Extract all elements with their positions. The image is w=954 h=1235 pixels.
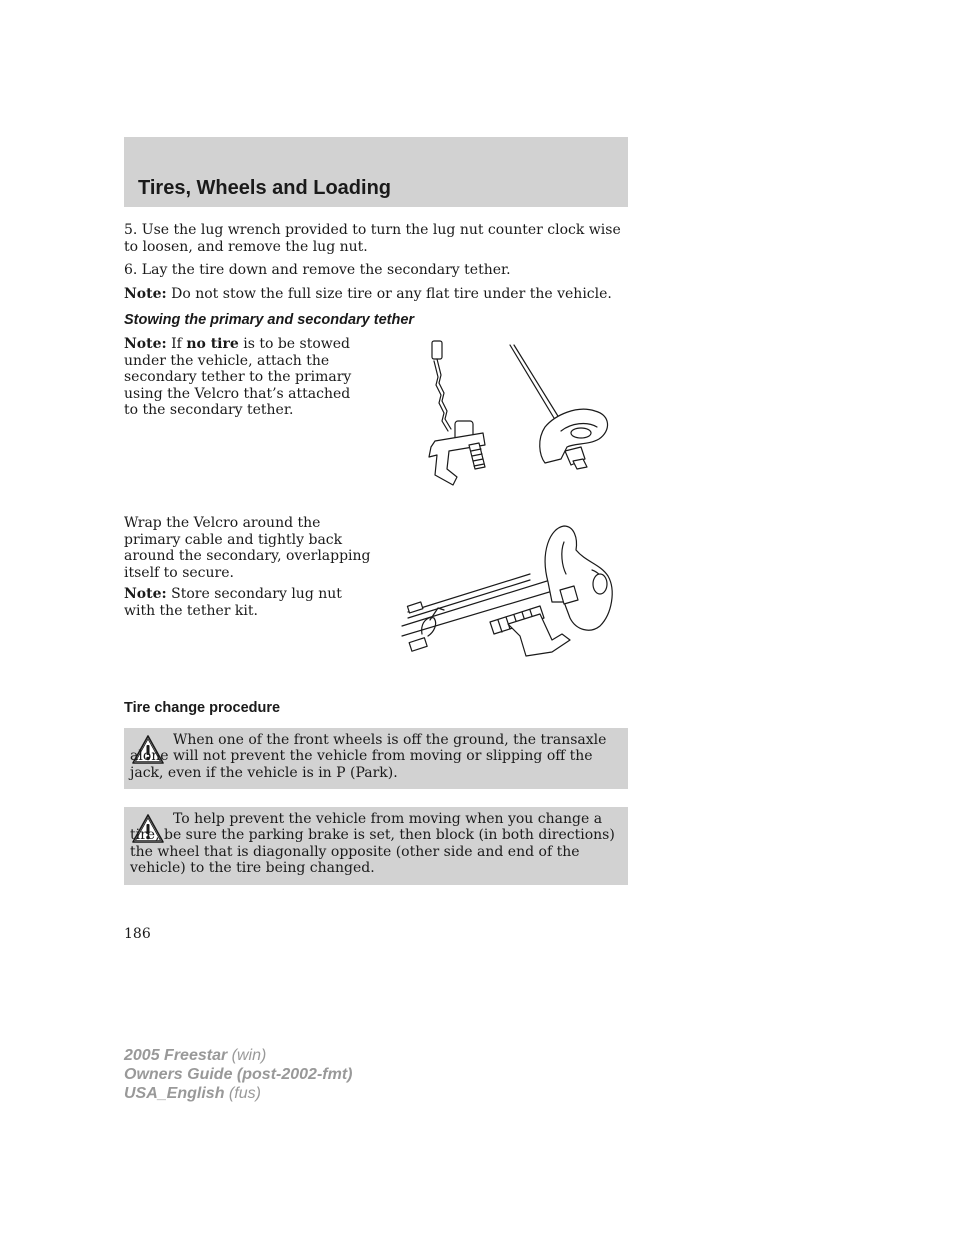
note-label: Note: xyxy=(124,586,167,602)
page-number: 186 xyxy=(124,926,151,942)
section-title: Tires, Wheels and Loading xyxy=(138,177,392,199)
wrap-velcro-text: Wrap the Velcro around the primary cable and tightly back around the secondary, overlapping itself to secure. xyxy=(124,515,371,581)
step-5: 5. Use the lug wrench provided to turn the lug nut counter clock wise to loosen, and remove the lug nut. xyxy=(124,222,621,255)
note-no-stow xyxy=(124,286,628,303)
footer-model-suffix: (win) xyxy=(227,1047,267,1064)
footer-guide-line xyxy=(124,1066,352,1084)
warning-box-parking-brake xyxy=(124,807,628,885)
footer-model-line xyxy=(124,1047,266,1065)
footer-language-suffix: (fus) xyxy=(224,1085,261,1102)
note-text: Store secondary lug nut with the tether kit. xyxy=(124,586,342,619)
stowing-subheading: Stowing the primary and secondary tether xyxy=(124,312,415,328)
note-label: Note: xyxy=(124,286,167,302)
tether-parts-illustration xyxy=(405,335,620,495)
warning-box-transaxle xyxy=(124,728,628,789)
note-text-post: is to be stowed under the vehicle, attach the secondary tether to the primary using the Velcro that’s attached to the secondary tether. xyxy=(124,336,352,418)
warning-text-transaxle: When one of the front wheels is off the ground, the transaxle alone will not prevent the vehicle from moving or slipping off the jack, even if the vehicle is in P (Park). xyxy=(130,732,607,781)
section-header xyxy=(124,137,628,207)
tire-change-heading: Tire change procedure xyxy=(124,700,281,716)
footer-language-line xyxy=(124,1085,261,1103)
tether-assembled-illustration xyxy=(400,522,620,667)
note-store-lug-nut xyxy=(124,586,374,619)
step-6: 6. Lay the tire down and remove the secondary tether. xyxy=(124,262,511,278)
no-tire-emphasis: no tire xyxy=(186,336,239,352)
note-no-tire xyxy=(124,336,364,419)
footer-model: 2005 Freestar xyxy=(124,1047,228,1064)
note-text-pre: If xyxy=(166,336,187,352)
footer-language: USA_English xyxy=(124,1085,225,1102)
note-text: Do not stow the full size tire or any flat tire under the vehicle. xyxy=(166,286,612,302)
footer-guide: Owners Guide (post-2002-fmt) xyxy=(124,1066,353,1083)
note-label: Note: xyxy=(124,336,167,352)
warning-text-parking-brake: To help prevent the vehicle from moving when you change a tire, be sure the parking brake is set, then block (in both directions) the wheel that is diagonally opposite (other side and end of the vehicle) to the tire being changed. xyxy=(130,811,615,876)
